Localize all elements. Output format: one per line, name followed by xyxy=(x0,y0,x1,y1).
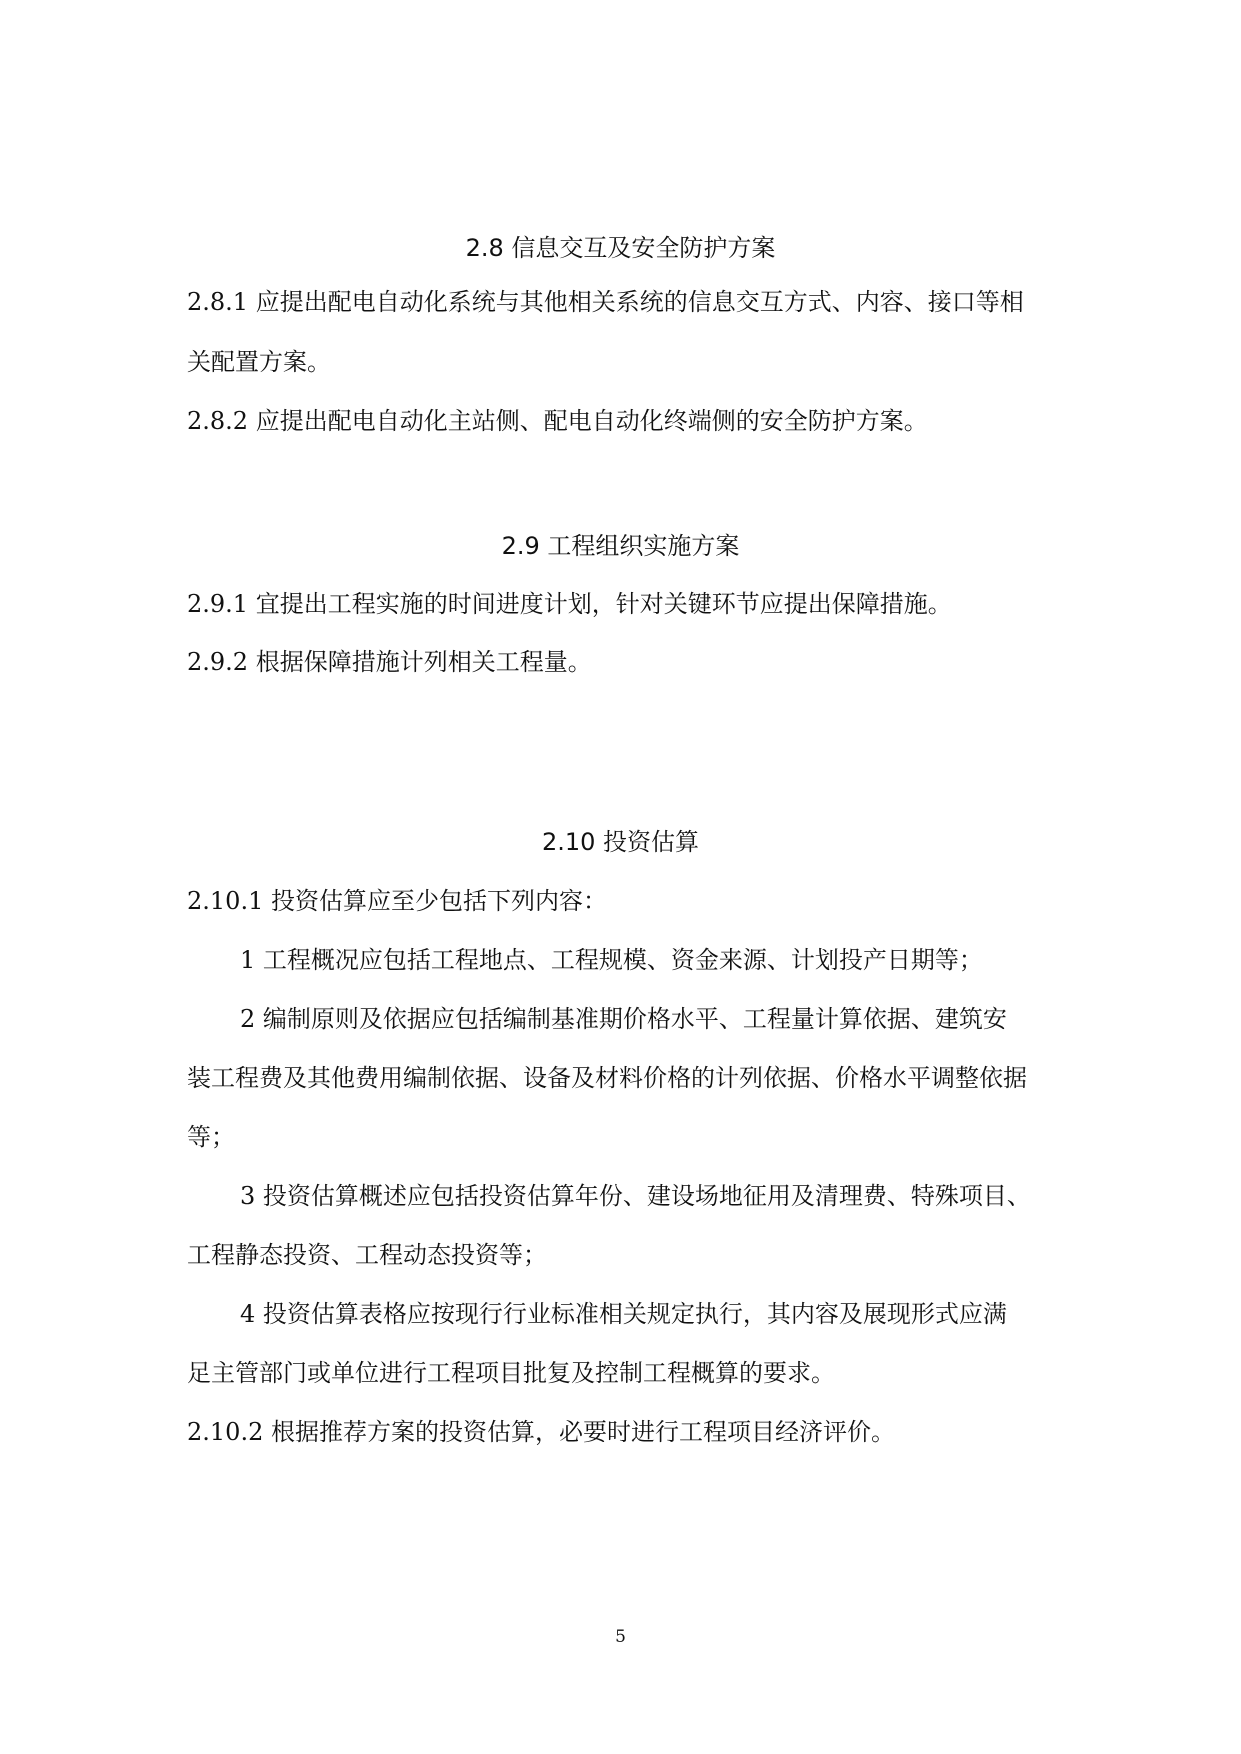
list-item-4-line-1: 4 投资估算表格应按现行行业标准相关规定执行，其内容及展现形式应满 xyxy=(240,1300,1007,1328)
list-item-3-line-1: 3 投资估算概述应包括投资估算年份、建设场地征用及清理费、特殊项目、 xyxy=(240,1182,1031,1210)
clause-2-10-1: 2.10.1 投资估算应至少包括下列内容： xyxy=(187,887,607,915)
page-number: 5 xyxy=(615,1627,626,1647)
list-item-2-line-2: 装工程费及其他费用编制依据、设备及材料价格的计列依据、价格水平调整依据 xyxy=(187,1064,1027,1092)
clause-2-8-2: 2.8.2 应提出配电自动化主站侧、配电自动化终端侧的安全防护方案。 xyxy=(187,407,928,435)
clause-2-9-2: 2.9.2 根据保障措施计列相关工程量。 xyxy=(187,648,592,676)
list-item-4-line-2: 足主管部门或单位进行工程项目批复及控制工程概算的要求。 xyxy=(187,1359,835,1387)
section-heading-2-10: 2.10 投资估算 xyxy=(541,828,700,856)
list-item-2-line-1: 2 编制原则及依据应包括编制基准期价格水平、工程量计算依据、建筑安 xyxy=(240,1005,1007,1033)
section-heading-2-8: 2.8 信息交互及安全防护方案 xyxy=(465,234,776,262)
clause-2-8-1-line-1: 2.8.1 应提出配电自动化系统与其他相关系统的信息交互方式、内容、接口等相 xyxy=(187,288,1024,316)
clause-2-9-1: 2.9.1 宜提出工程实施的时间进度计划，针对关键环节应提出保障措施。 xyxy=(187,590,952,618)
list-item-3-line-2: 工程静态投资、工程动态投资等； xyxy=(187,1241,547,1269)
section-heading-2-9: 2.9 工程组织实施方案 xyxy=(501,532,740,560)
clause-2-8-1-line-2: 关配置方案。 xyxy=(187,348,331,376)
list-item-1: 1 工程概况应包括工程地点、工程规模、资金来源、计划投产日期等； xyxy=(240,946,983,974)
clause-2-10-2: 2.10.2 根据推荐方案的投资估算，必要时进行工程项目经济评价。 xyxy=(187,1418,895,1446)
list-item-2-line-3: 等； xyxy=(187,1123,235,1151)
